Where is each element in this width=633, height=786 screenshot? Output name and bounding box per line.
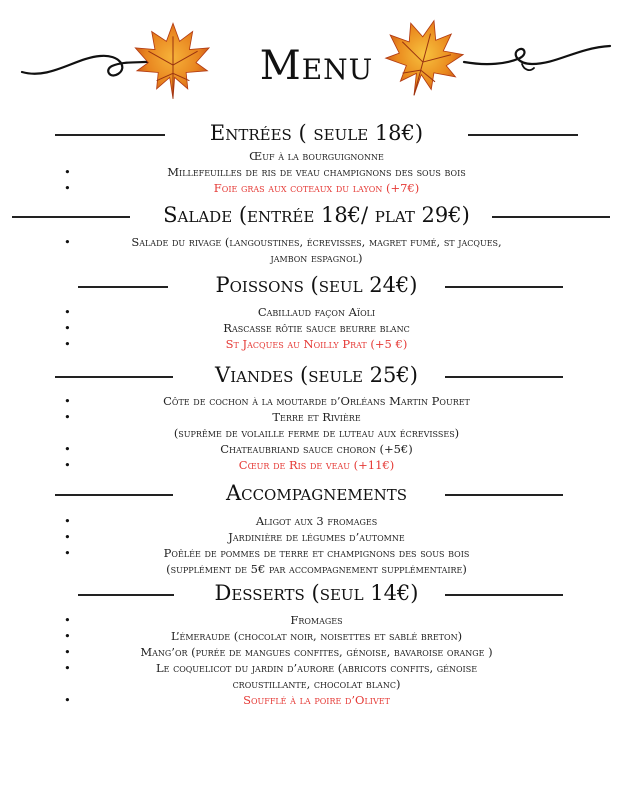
section-salade [0, 200, 633, 266]
section-rule-right [445, 376, 563, 378]
menu-header [0, 28, 633, 108]
section-title: Salade (entrée 18€/ plat 29€) [153, 200, 480, 230]
list-item: • Aligot aux 3 fromages [0, 513, 633, 529]
section-rule-right [445, 594, 563, 596]
list-item: • Jardinière de légumes d’automne [0, 529, 633, 545]
list-item: • Rascasse rôtie sauce beurre blanc [0, 320, 633, 336]
section-rule-left [55, 134, 165, 136]
section-rule-right [445, 494, 563, 496]
section-title: Viandes (seule 25€) [205, 360, 428, 390]
section-entrees [0, 118, 633, 196]
section-rule-left [12, 216, 130, 218]
list-item: • Millefeuilles de ris de veau champignons des sous bois [0, 164, 633, 180]
section-title: Entrées ( seule 18€) [200, 118, 433, 148]
section-rule-left [78, 286, 168, 288]
section-rule-right [445, 286, 563, 288]
list-item: • St Jacques au Noilly Prat (+5 €) [0, 336, 633, 352]
list-item: • Salade du rivage (langoustines, écrevisses, magret fumé, st jacques, jambon espagnol) [0, 234, 633, 266]
section-title: Accompagnements [216, 478, 417, 508]
list-item: • Soufflé à la poire d’Olivet [0, 692, 633, 708]
section-rule-left [78, 594, 174, 596]
section-poissons [0, 270, 633, 352]
section-rule-left [55, 494, 173, 496]
list-item: • Mang’or (purée de mangues confites, génoise, bavaroise orange ) [0, 644, 633, 660]
list-item: • Fromages [0, 612, 633, 628]
list-item: • Côte de cochon à la moutarde d’Orléans Martin Pouret [0, 393, 633, 409]
section-viandes [0, 360, 633, 473]
menu-title: Menu [259, 43, 374, 89]
list-item: • Poêlée de pommes de terre et champignons des sous bois (supplément de 5€ par accompagnement supplémentaire) [0, 545, 633, 577]
list-item: • Cabillaud façon Aïoli [0, 304, 633, 320]
section-rule-right [492, 216, 610, 218]
list-item: Œuf à la bourguignonne [249, 149, 384, 163]
section-rule-left [55, 376, 173, 378]
list-item: • Chateaubriand sauce choron (+5€) [0, 441, 633, 457]
list-item: • L’émeraude (chocolat noir, noisettes et sablé breton) [0, 628, 633, 644]
section-accompagnements [0, 478, 633, 577]
section-title: Poissons (seul 24€) [206, 270, 428, 300]
section-title: Desserts (seul 14€) [205, 578, 429, 608]
list-item: • Le coquelicot du jardin d’aurore (abricots confits, génoise croustillante, chocolat blanc) [0, 660, 633, 692]
list-item: • Terre et Rivière (suprême de volaille ferme de luteau aux écrevisses) [0, 409, 633, 441]
list-item: • Cœur de Ris de veau (+11€) [0, 457, 633, 473]
section-rule-right [468, 134, 578, 136]
list-item: • Foie gras aux coteaux du layon (+7€) [0, 180, 633, 196]
section-desserts [0, 578, 633, 708]
